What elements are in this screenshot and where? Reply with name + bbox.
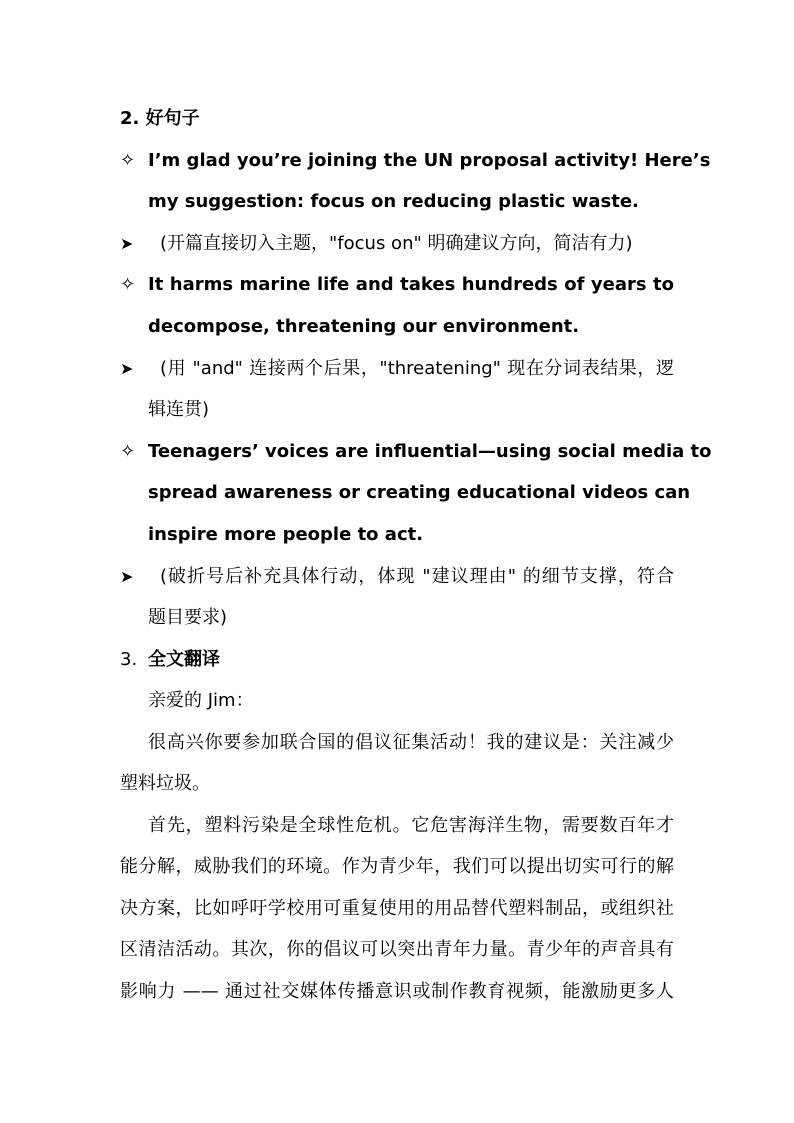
arrowhead-icon: ➤ (120, 234, 134, 253)
arrowhead-icon: ➤ (120, 567, 134, 586)
good-sentence-3-line-2: spread awareness or creating educational videos can (148, 482, 691, 503)
diamond-outline-icon: ✧ (120, 150, 136, 171)
translation-line-6: 区清洁活动。其次，你的倡议可以突出青年力量。青少年的声音具有 (120, 939, 674, 960)
translation-salutation: 亲爱的 Jim： (148, 690, 254, 711)
diamond-outline-icon: ✧ (120, 274, 136, 295)
good-sentence-1-line-2: my suggestion: focus on reducing plastic waste. (148, 191, 639, 212)
note-3-line-2: 题目要求) (148, 607, 228, 628)
note-1-line-1: (开篇直接切入主题，"focus on" 明确建议方向，简洁有力) (160, 233, 633, 254)
note-2-line-1: (用 "and" 连接两个后果，"threatening" 现在分词表结果，逻 (160, 358, 674, 379)
section-3-heading: 全文翻译 (148, 649, 220, 670)
translation-line-7: 影响力 —— 通过社交媒体传播意识或制作教育视频，能激励更多人 (120, 981, 674, 1002)
translation-line-5: 决方案，比如呼吁学校用可重复使用的用品替代塑料制品，或组织社 (120, 898, 674, 919)
section-3-number: 3. (120, 649, 138, 670)
translation-line-2: 塑料垃圾。 (120, 773, 210, 794)
note-3-line-1: (破折号后补充具体行动，体现 "建议理由" 的细节支撑，符合 (160, 566, 674, 587)
translation-line-4: 能分解，威胁我们的环境。作为青少年，我们可以提出切实可行的解 (120, 856, 674, 877)
section-2-heading: 2. 好句子 (120, 108, 200, 129)
note-2-line-2: 辑连贯) (148, 399, 210, 420)
good-sentence-2-line-2: decompose, threatening our environment. (148, 316, 580, 337)
good-sentence-2-line-1: It harms marine life and takes hundreds of years to (148, 274, 674, 295)
diamond-outline-icon: ✧ (120, 441, 136, 462)
good-sentence-1-line-1: I’m glad you’re joining the UN proposal activity! Here’s (148, 150, 711, 171)
translation-line-1: 很高兴你要参加联合国的倡议征集活动！我的建议是：关注减少 (148, 732, 674, 753)
translation-line-3: 首先，塑料污染是全球性危机。它危害海洋生物，需要数百年才 (148, 815, 674, 836)
good-sentence-3-line-3: inspire more people to act. (148, 524, 424, 545)
good-sentence-3-line-1: Teenagers’ voices are influential—using social media to (148, 441, 712, 462)
arrowhead-icon: ➤ (120, 359, 134, 378)
